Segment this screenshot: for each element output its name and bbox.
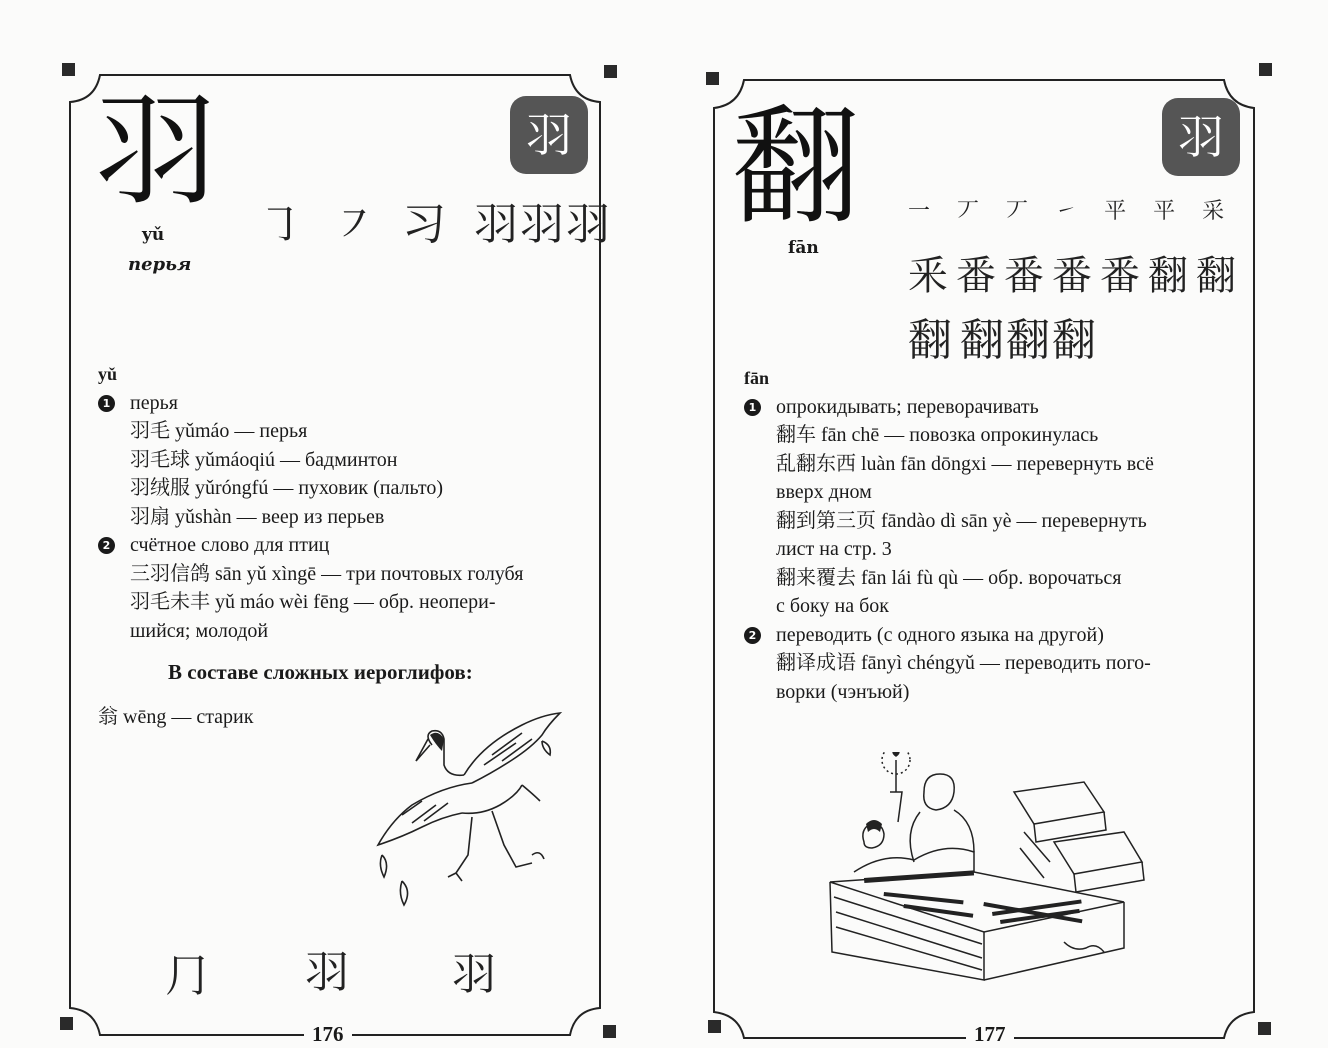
stroke-step: 羽	[566, 199, 610, 250]
sense-number: 2	[744, 627, 761, 644]
example: ворки (чэнъюй)	[776, 680, 910, 703]
stroke-step: 翻	[1052, 315, 1096, 366]
stroke-step: 丆	[957, 199, 980, 224]
character-pinyin: fān	[788, 238, 819, 258]
stroke-step: ㇇	[332, 199, 376, 250]
example: шийся; молодой	[130, 619, 269, 642]
sense-text: перья	[130, 391, 178, 414]
entry-pinyin: fān	[744, 368, 770, 388]
stroke-step: 习	[402, 199, 446, 250]
example: 翻来覆去 fān lái fù qù — обр. ворочаться	[776, 566, 1122, 589]
sense-text: опрокидывать; переворачивать	[776, 395, 1039, 418]
stroke-step: 丆	[1006, 199, 1029, 224]
example: лист на стр. 3	[776, 538, 892, 560]
page-number: 176	[304, 1022, 352, 1047]
entry-pinyin: yǔ	[98, 364, 118, 384]
example: 羽毛未丰 yǔ máo wèi fēng — обр. неопери-	[130, 591, 496, 613]
compounds-title: В составе сложных иероглифов:	[168, 660, 473, 684]
stroke-step: 平	[1104, 199, 1127, 224]
stroke-step: ㇆	[258, 199, 302, 250]
example: 翻到第三页 fāndào dì sān yè — перевернуть	[776, 509, 1147, 532]
stroke-step: 平	[1153, 199, 1176, 224]
stroke-step: 番	[956, 253, 996, 299]
example: 三羽信鸽 sān yǔ xìngē — три почтовых голубя	[130, 562, 524, 585]
stroke-step: ㇀	[1055, 199, 1078, 224]
sense-number: 2	[98, 537, 115, 554]
radical-badge: 羽	[1162, 98, 1240, 176]
stroke-step: 翻	[1196, 253, 1236, 299]
stroke-step: 采	[1202, 199, 1225, 224]
example: 乱翻东西 luàn fān dōngxi — перевернуть всё	[776, 452, 1154, 475]
stroke-step: 番	[1004, 253, 1044, 299]
stroke-step: 一	[908, 199, 931, 224]
sense-number: 1	[98, 395, 115, 412]
stroke-step: 羽	[474, 199, 518, 250]
main-character: 翻	[732, 93, 861, 242]
example: 翻车 fān chē — повозка опрокинулась	[776, 424, 1099, 446]
stroke-step: 翻	[1006, 315, 1050, 366]
example: 翻译成语 fānyì chéngyǔ — переводить пого-	[776, 652, 1151, 674]
ancient-form: 羽	[452, 949, 496, 1000]
main-character: 羽	[95, 80, 217, 222]
ancient-form: ⺆	[165, 951, 209, 1002]
stroke-step: 番	[1052, 253, 1092, 299]
stroke-step: 翻	[960, 315, 1004, 366]
example: 羽绒服 yǔróngfú — пуховик (пальто)	[130, 477, 444, 499]
stroke-step: 番	[1100, 253, 1140, 299]
sense-text: переводить (с одного языка на другой)	[776, 623, 1104, 646]
example: 羽毛 yǔmáo — перья	[130, 420, 308, 442]
stroke-step: 釆	[908, 253, 948, 299]
example: вверх дном	[776, 481, 872, 503]
example: 羽扇 yǔshàn — веер из перьев	[130, 505, 385, 528]
stroke-step: 羽	[520, 199, 564, 250]
stroke-step: 翻	[1148, 253, 1188, 299]
compound-item: 翁 wēng — старик	[98, 706, 254, 728]
example: 羽毛球 yǔmáoqiú — бадминтон	[130, 448, 398, 471]
ancient-form: 羽	[305, 947, 349, 998]
character-pinyin: yǔ	[142, 225, 165, 245]
page-number: 177	[966, 1022, 1014, 1047]
sense-number: 1	[744, 399, 761, 416]
sense-text: счётное слово для птиц	[130, 534, 330, 556]
character-meaning: перья	[128, 254, 192, 275]
radical-badge: 羽	[510, 96, 588, 174]
example: с боку на бок	[776, 595, 889, 617]
stroke-step: 翻	[908, 315, 952, 366]
